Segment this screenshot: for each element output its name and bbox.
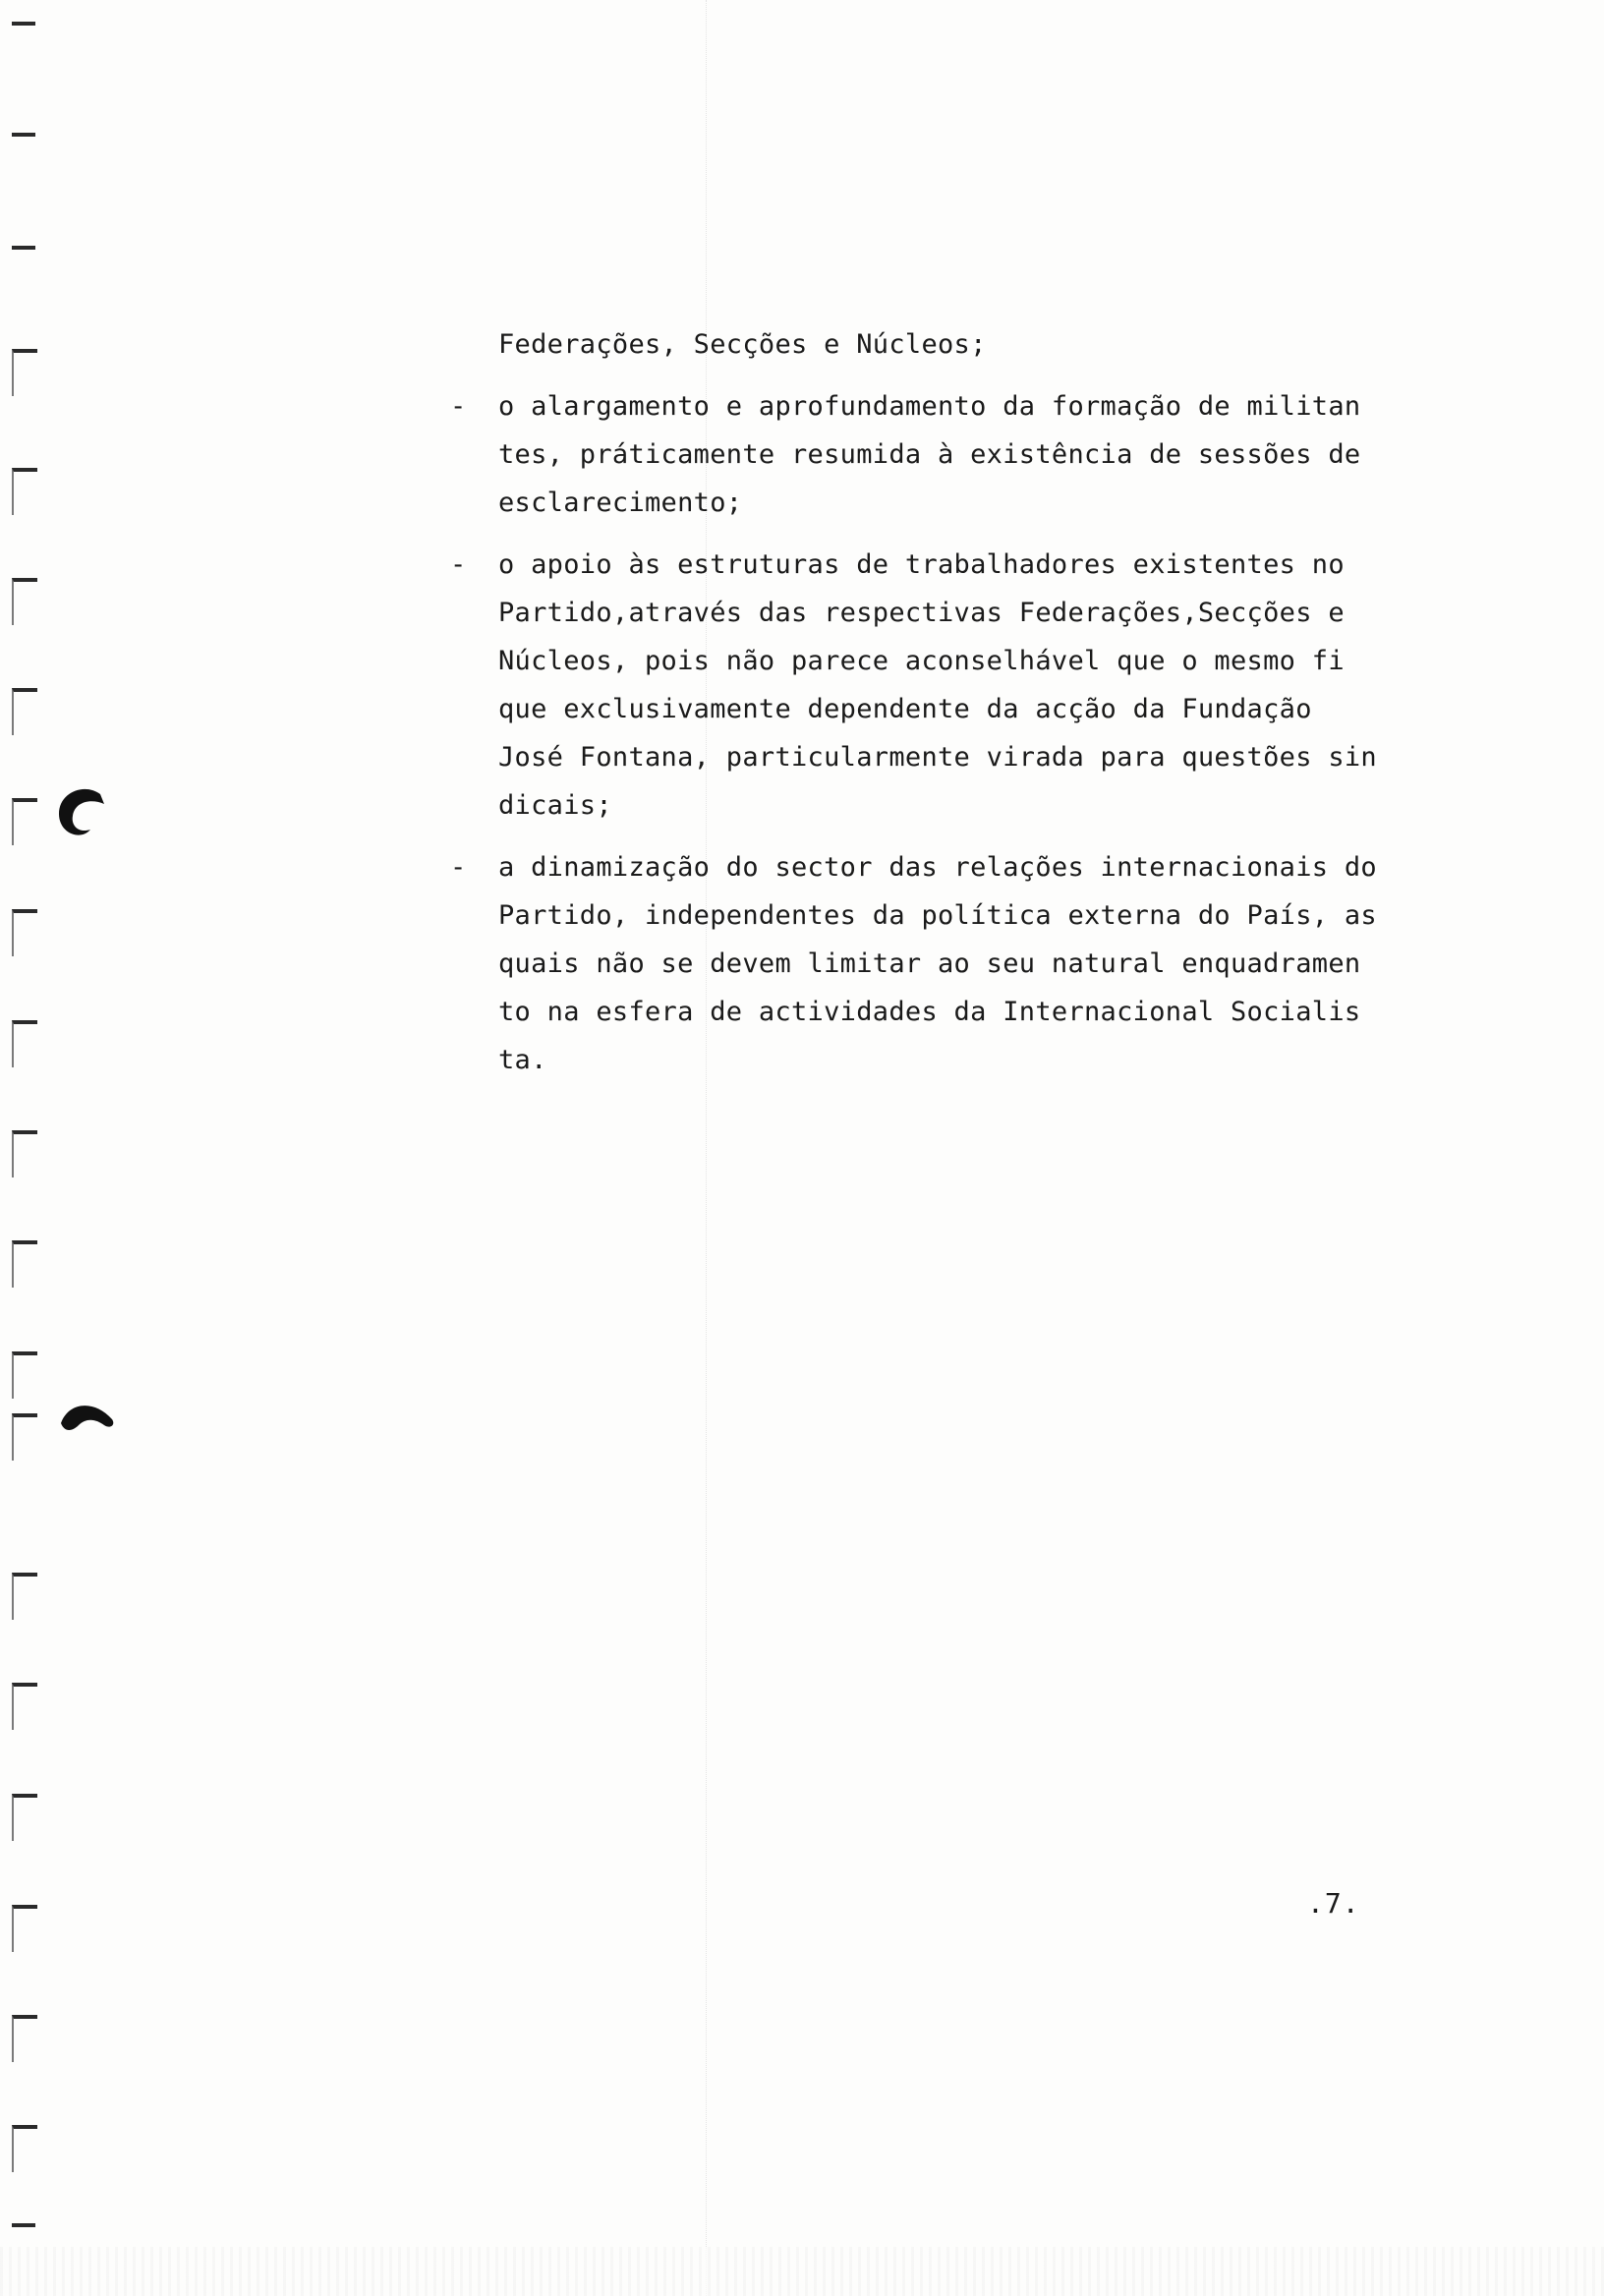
margin-mark [12,2015,37,2062]
margin-mark [12,909,37,956]
body-text [432,320,1386,1084]
margin-mark [12,1240,37,1288]
margin-mark [12,1794,37,1841]
margin-mark [12,2125,37,2172]
margin-mark [12,133,35,143]
bullet-dash: - [450,549,467,580]
margin-mark [12,246,35,256]
margin-mark [12,1573,37,1620]
text-line: to na esfera de actividades da Internacional Socialis [498,997,1361,1027]
margin-mark [12,2223,35,2233]
text-line: Partido, independentes da política externa do País, as [498,900,1377,931]
text-line: José Fontana, particularmente virada para questões sin [498,742,1377,773]
margin-mark [12,1683,37,1730]
text-line: o alargamento e aprofundamento da formação de militan [498,391,1361,422]
ink-blot-icon [49,778,118,847]
margin-mark [12,1130,37,1177]
margin-mark [12,22,35,31]
page-number: .7. [1307,1887,1360,1920]
text-line: o apoio às estruturas de trabalhadores existentes no [498,549,1345,580]
margin-mark [12,1020,37,1067]
binding-margin [0,0,59,2296]
text-line: que exclusivamente dependente da acção da Fundação [498,694,1312,724]
margin-mark [12,349,37,396]
text-line: tes, práticamente resumida à existência de sessões de [498,439,1361,470]
text-line: esclarecimento; [498,488,743,518]
list-item [432,843,1386,1084]
list-item [432,382,1386,527]
margin-mark [12,688,37,735]
opening-line: Federações, Secções e Núcleos; [498,329,987,360]
text-line: ta. [498,1045,547,1075]
bullet-dash: - [450,852,467,883]
text-line: dicais; [498,790,612,821]
margin-mark [12,468,37,515]
margin-mark [12,1905,37,1952]
bullet-dash: - [450,391,467,422]
text-line: a dinamização do sector das relações internacionais do [498,852,1377,883]
margin-mark [12,1351,37,1399]
margin-mark [12,578,37,625]
scan-noise-strip [0,2247,1604,2296]
list-item [432,541,1386,830]
ink-blot-icon [57,1394,120,1441]
text-line: quais não se devem limitar ao seu natural enquadramen [498,948,1361,979]
text-line: Partido,através das respectivas Federações,Secções e [498,598,1345,628]
margin-mark [12,798,37,845]
margin-mark [12,1413,37,1461]
text-line: Núcleos, pois não parece aconselhável que o mesmo fi [498,646,1345,676]
